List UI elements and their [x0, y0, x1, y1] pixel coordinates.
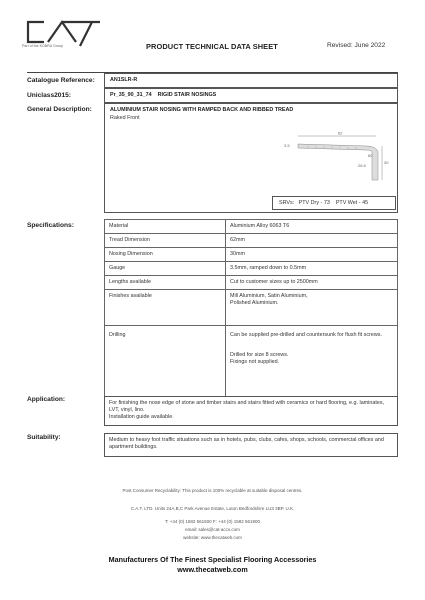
table-row — [105, 290, 398, 326]
table-row — [105, 326, 398, 400]
srv-values: SRVs: PTV Dry - 73 PTV Wet - 45 — [279, 200, 369, 206]
uniclass-box — [104, 88, 398, 103]
general-label: General Description: — [27, 106, 92, 113]
table-row — [105, 220, 398, 234]
catalogue-value: AN1SLR-R — [110, 77, 138, 83]
spec-name: Tread Dimension — [105, 234, 226, 248]
revision-date: Revised: June 2022 — [327, 42, 386, 49]
spec-name: Finishes available — [105, 290, 226, 326]
suitability-label: Suitability: — [27, 434, 61, 441]
specifications-table — [104, 219, 398, 400]
spec-value — [226, 326, 398, 400]
general-title: ALUMINIUM STAIR NOSING WITH RAMPED BACK AND RIBBED TREAD — [110, 107, 294, 113]
company-email: email: sales@cat-accs.com — [185, 527, 240, 532]
footer-tagline: Manufacturers Of The Finest Specialist Flooring Accessories — [108, 555, 317, 564]
general-subtitle: Raked Front — [110, 115, 140, 121]
uniclass-label: Uniclass2015: — [27, 92, 71, 99]
uniclass-value: Pr_35_90_31_74 RIGID STAIR NOSINGS — [110, 92, 217, 98]
specifications-label: Specifications: — [27, 222, 74, 229]
dim-inner1: 60 — [368, 153, 373, 158]
suitability-text: Medium to heavy foot traffic situations such as in hotels, pubs, clubs, cafes, shops, schools, commercial offices and apartment buildings. — [109, 437, 384, 450]
dim-top: 62 — [338, 130, 343, 136]
dim-left: 3.5 — [284, 143, 290, 148]
spec-name: Lengths available — [105, 276, 226, 290]
srv-box — [272, 196, 396, 210]
spec-name: Nosing Dimension — [105, 248, 226, 262]
spec-value-line: Fixings not supplied. — [230, 358, 280, 365]
company-website-small: website: www.thecatweb.com — [183, 535, 242, 540]
spec-value — [226, 290, 398, 326]
spec-value: 30mm — [226, 248, 398, 262]
company-address: C.A.T. LTD. Units 24A,B,C Park Avenue Estate, Luton Bedfordshire LU3 3BP. U.K. — [130, 506, 295, 511]
table-row — [105, 262, 398, 276]
recyclability-note: Post Consumer Recyclability: This product is 100% recyclable at suitable disposal centres. — [122, 488, 303, 493]
dim-inner2: 26.6 — [358, 163, 366, 168]
company-phone: T: +44 (0) 1582 561500 F: +44 (0) 1582 561900 — [164, 519, 261, 524]
spec-value: 62mm — [226, 234, 398, 248]
table-row — [105, 248, 398, 262]
spec-name: Drilling — [105, 326, 226, 400]
table-row — [105, 276, 398, 290]
spec-name: Gauge — [105, 262, 226, 276]
catalogue-label: Catalogue Reference: — [27, 77, 95, 84]
spec-value: Cut to customer sizes up to 2500mm — [226, 276, 398, 290]
suitability-box — [104, 433, 398, 457]
spec-value-line: Polished Aluminium. — [230, 299, 279, 306]
dim-right: 30 — [384, 160, 389, 165]
logo-tagline: Part of the KOBRA Group — [22, 44, 63, 48]
application-guide: Installation guide available. — [109, 414, 174, 420]
spec-value-line: Can be supplied pre-drilled and countersunk for flush fit screws. — [230, 332, 382, 338]
spec-name: Material — [105, 220, 226, 234]
table-row — [105, 234, 398, 248]
catalogue-box — [104, 73, 398, 88]
application-label: Application: — [27, 396, 66, 403]
spec-value: Aluminium Alloy 6063 T6 — [226, 220, 398, 234]
application-box — [104, 396, 398, 426]
footer-website: www.thecatweb.com — [177, 565, 248, 574]
spec-value: 3.5mm, ramped down to 0.5mm — [226, 262, 398, 276]
page-title: PRODUCT TECHNICAL DATA SHEET — [146, 42, 278, 51]
spec-value-line: Mill Aluminium, Satin Aluminium, — [230, 293, 308, 299]
application-text: For finishing the nose edge of stone and timber stairs and stairs fitted with ceramics or hard flooring, e.g. laminates, LVT, vinyl, lino. — [109, 400, 385, 413]
spec-value-line: Drilled for size 8 screws. — [230, 351, 289, 358]
profile-drawing — [280, 130, 396, 186]
